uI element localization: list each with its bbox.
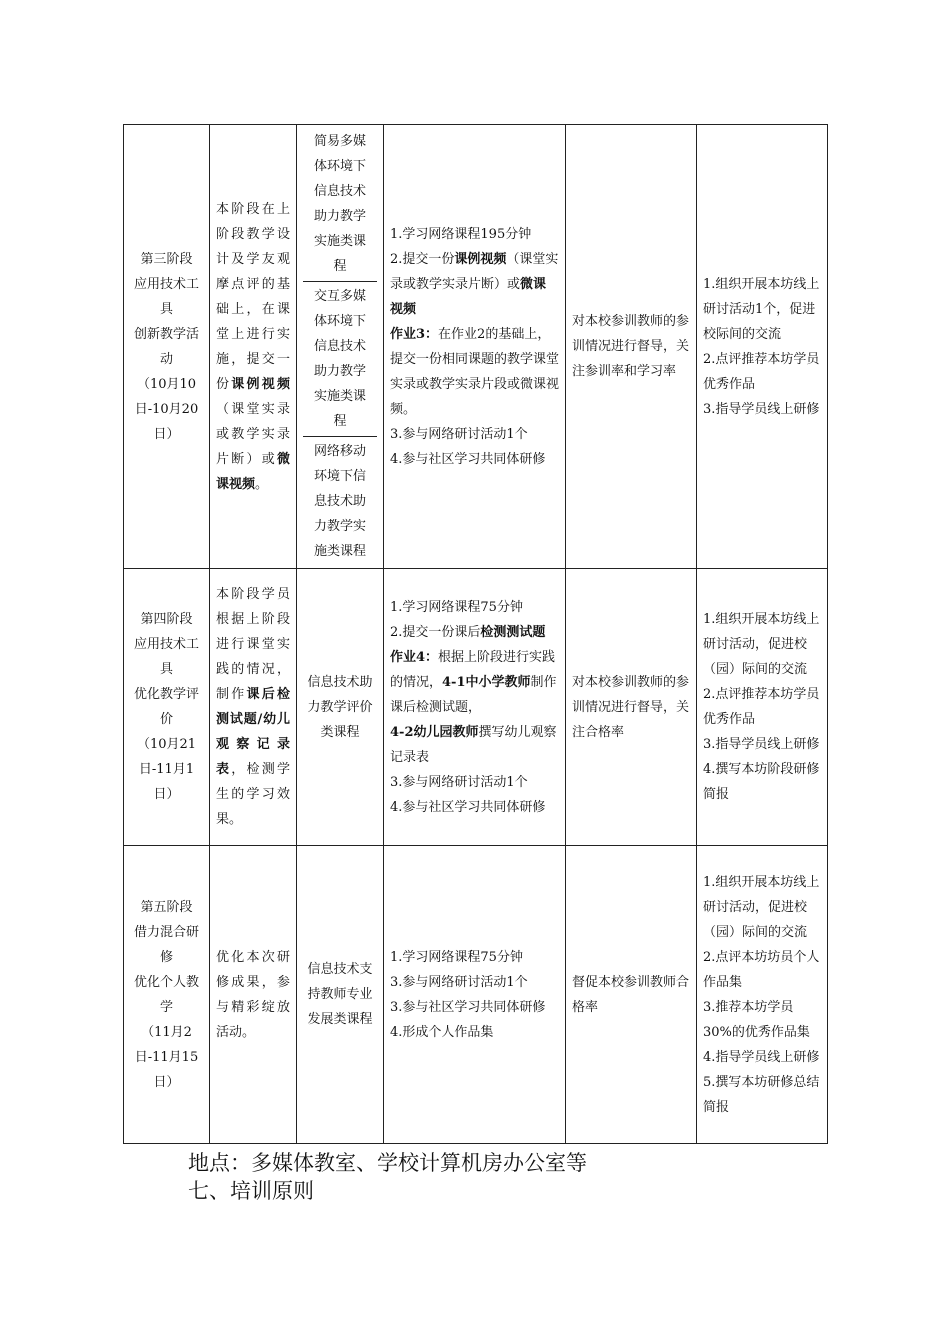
stage-line: 优化教学评价 <box>133 687 199 727</box>
task-text: 3.参与网络研讨活动1个 <box>390 974 528 990</box>
work-item: 3.指导学员线上研修 <box>703 401 820 417</box>
task-text: 3.参与社区学习共同体研修 <box>390 999 546 1015</box>
stage-cell <box>124 569 210 846</box>
workshop-work-cell <box>697 846 828 1144</box>
task-cell <box>384 569 566 846</box>
task-text: 1.学习网络课程75分钟 <box>390 949 523 965</box>
course-name: 网络移动环境下信息技术助力教学实施类课程 <box>303 436 377 566</box>
stage-line: 第三阶段 <box>140 251 193 267</box>
stage-line: 借力混合研修 <box>133 924 199 965</box>
task-text: 4-2幼儿园教师 <box>390 724 479 740</box>
workshop-work-cell <box>697 125 828 569</box>
work-item: 2.点评推荐本坊学员优秀作品 <box>703 351 820 392</box>
stage-line: 第五阶段 <box>140 899 193 915</box>
task-text: 4.参与社区学习共同体研修 <box>390 799 546 815</box>
description-text: （课堂实录或教学实录片断）或 <box>216 401 290 467</box>
work-item: 5.撰写本坊研修总结简报 <box>703 1074 820 1115</box>
task-item <box>390 795 559 820</box>
work-item: 4.撰写本坊阶段研修简报 <box>703 762 820 802</box>
stage-cell <box>124 125 210 569</box>
task-text: 根据上阶段进行实践的情况， <box>390 649 556 690</box>
course-name: 信息技术支持教师专业发展类课程 <box>307 962 373 1027</box>
task-text: 微课视频 <box>390 276 547 317</box>
description-text: 课后检测试题/幼儿观察记录表 <box>216 687 290 777</box>
task-text: 作业4： <box>390 649 439 665</box>
task-text: 撰写幼儿观察记录表 <box>390 724 557 765</box>
work-item: 1.组织开展本坊线上研讨活动，促进校（园）际间的交流 <box>703 874 820 940</box>
stage-description <box>210 125 297 569</box>
task-text: 1.学习网络课程75分钟 <box>390 599 523 615</box>
location-line: 地点：多媒体教室、学校计算机房办公室等 <box>188 1151 587 1175</box>
supervisor-role-cell: 对本校参训教师的参训情况进行督导，关注参训率和学习率 <box>566 125 697 569</box>
stage-description <box>210 846 297 1144</box>
task-item <box>390 970 559 995</box>
work-item: 3.指导学员线上研修 <box>703 737 820 752</box>
task-text: 4-1中小学教师 <box>442 674 531 690</box>
description-text: 。 <box>255 476 269 492</box>
stage-line: 应用技术工具 <box>133 637 199 677</box>
table-body <box>124 125 828 1144</box>
task-text: 2.提交一份 <box>390 251 455 267</box>
stage-line: （11月2日-11月15日） <box>134 1024 199 1090</box>
task-text: 课例视频 <box>454 251 507 267</box>
stage-line: 第四阶段 <box>140 612 193 627</box>
description-text: 优化本次研修成果，参与精彩绽放活动。 <box>216 949 290 1040</box>
stage-cell <box>124 846 210 1144</box>
task-text: 4.参与社区学习共同体研修 <box>390 451 546 467</box>
task-text: 2.提交一份课后 <box>390 624 481 640</box>
task-item <box>390 720 559 770</box>
stage-line: （10月10日-10月20日） <box>134 376 199 442</box>
task-text: 4.形成个人作品集 <box>390 1024 494 1040</box>
stage-line: （10月21日-11月1日） <box>136 737 197 802</box>
course-cell <box>297 125 384 569</box>
work-item: 2.点评本坊坊员个人作品集 <box>703 949 820 990</box>
work-item: 3.推荐本坊学员30%的优秀作品集 <box>703 999 810 1040</box>
section-heading: 七、培训原则 <box>188 1179 314 1203</box>
task-item <box>390 645 559 720</box>
course-cell <box>297 569 384 846</box>
task-item <box>390 995 559 1020</box>
stage-line: 优化个人教学 <box>133 974 199 1015</box>
description-text: 本阶段学员根据上阶段进行课堂实践的情况，制作 <box>216 587 290 702</box>
description-text: 本阶段在上阶段教学设计及学友观摩点评的基础上，在课堂上进行实施，提交一份 <box>216 201 290 392</box>
table-row-stage-5 <box>124 846 828 1144</box>
description-text: ，检测学生的学习效果。 <box>216 762 290 827</box>
task-text: 3.参与网络研讨活动1个 <box>390 426 528 442</box>
work-item: 1.组织开展本坊线上研讨活动1个，促进校际间的交流 <box>703 276 820 342</box>
task-item <box>390 447 559 472</box>
table-row-stage-4 <box>124 569 828 846</box>
task-text: 作业3： <box>390 326 439 342</box>
supervisor-role-cell: 对本校参训教师的参训情况进行督导，关注合格率 <box>566 569 697 846</box>
task-item <box>390 222 559 247</box>
task-cell <box>384 846 566 1144</box>
task-text: （课堂实录或教学实录片断）或 <box>390 251 559 292</box>
description-text: 微课视频 <box>216 451 290 492</box>
table-row-stage-3 <box>124 125 828 569</box>
stage-line: 应用技术工具 <box>133 276 199 317</box>
course-cell <box>297 846 384 1144</box>
task-text: 制作课后检测试题， <box>390 674 557 715</box>
task-item <box>390 247 559 322</box>
work-item: 4.指导学员线上研修 <box>703 1049 820 1065</box>
description-text: 课例视频 <box>231 376 290 392</box>
task-item <box>390 422 559 447</box>
task-item <box>390 322 559 422</box>
task-text: 在作业2的基础上，提交一份相同课题的教学课堂实录或教学实录片段或微课视频。 <box>390 326 560 417</box>
task-item <box>390 1020 559 1045</box>
task-cell <box>384 125 566 569</box>
task-item <box>390 620 559 645</box>
supervisor-role-cell: 督促本校参训教师合格率 <box>566 846 697 1144</box>
task-text: 检测测试题 <box>480 624 546 640</box>
task-item <box>390 945 559 970</box>
workshop-work-cell <box>697 569 828 846</box>
work-item: 2.点评推荐本坊学员优秀作品 <box>703 687 820 727</box>
task-text: 1.学习网络课程195分钟 <box>390 226 532 242</box>
task-text: 3.参与网络研讨活动1个 <box>390 774 528 790</box>
stage-line: 创新教学活动 <box>133 326 199 367</box>
task-item <box>390 595 559 620</box>
course-name: 交互多媒体环境下信息技术助力教学实施类课程 <box>303 281 377 436</box>
stage-description <box>210 569 297 846</box>
work-item: 1.组织开展本坊线上研讨活动，促进校（园）际间的交流 <box>703 612 820 677</box>
course-name: 信息技术助力教学评价类课程 <box>307 674 373 740</box>
course-name: 简易多媒体环境下信息技术助力教学实施类课程 <box>313 134 366 274</box>
training-plan-table <box>123 124 828 1144</box>
task-item <box>390 770 559 795</box>
